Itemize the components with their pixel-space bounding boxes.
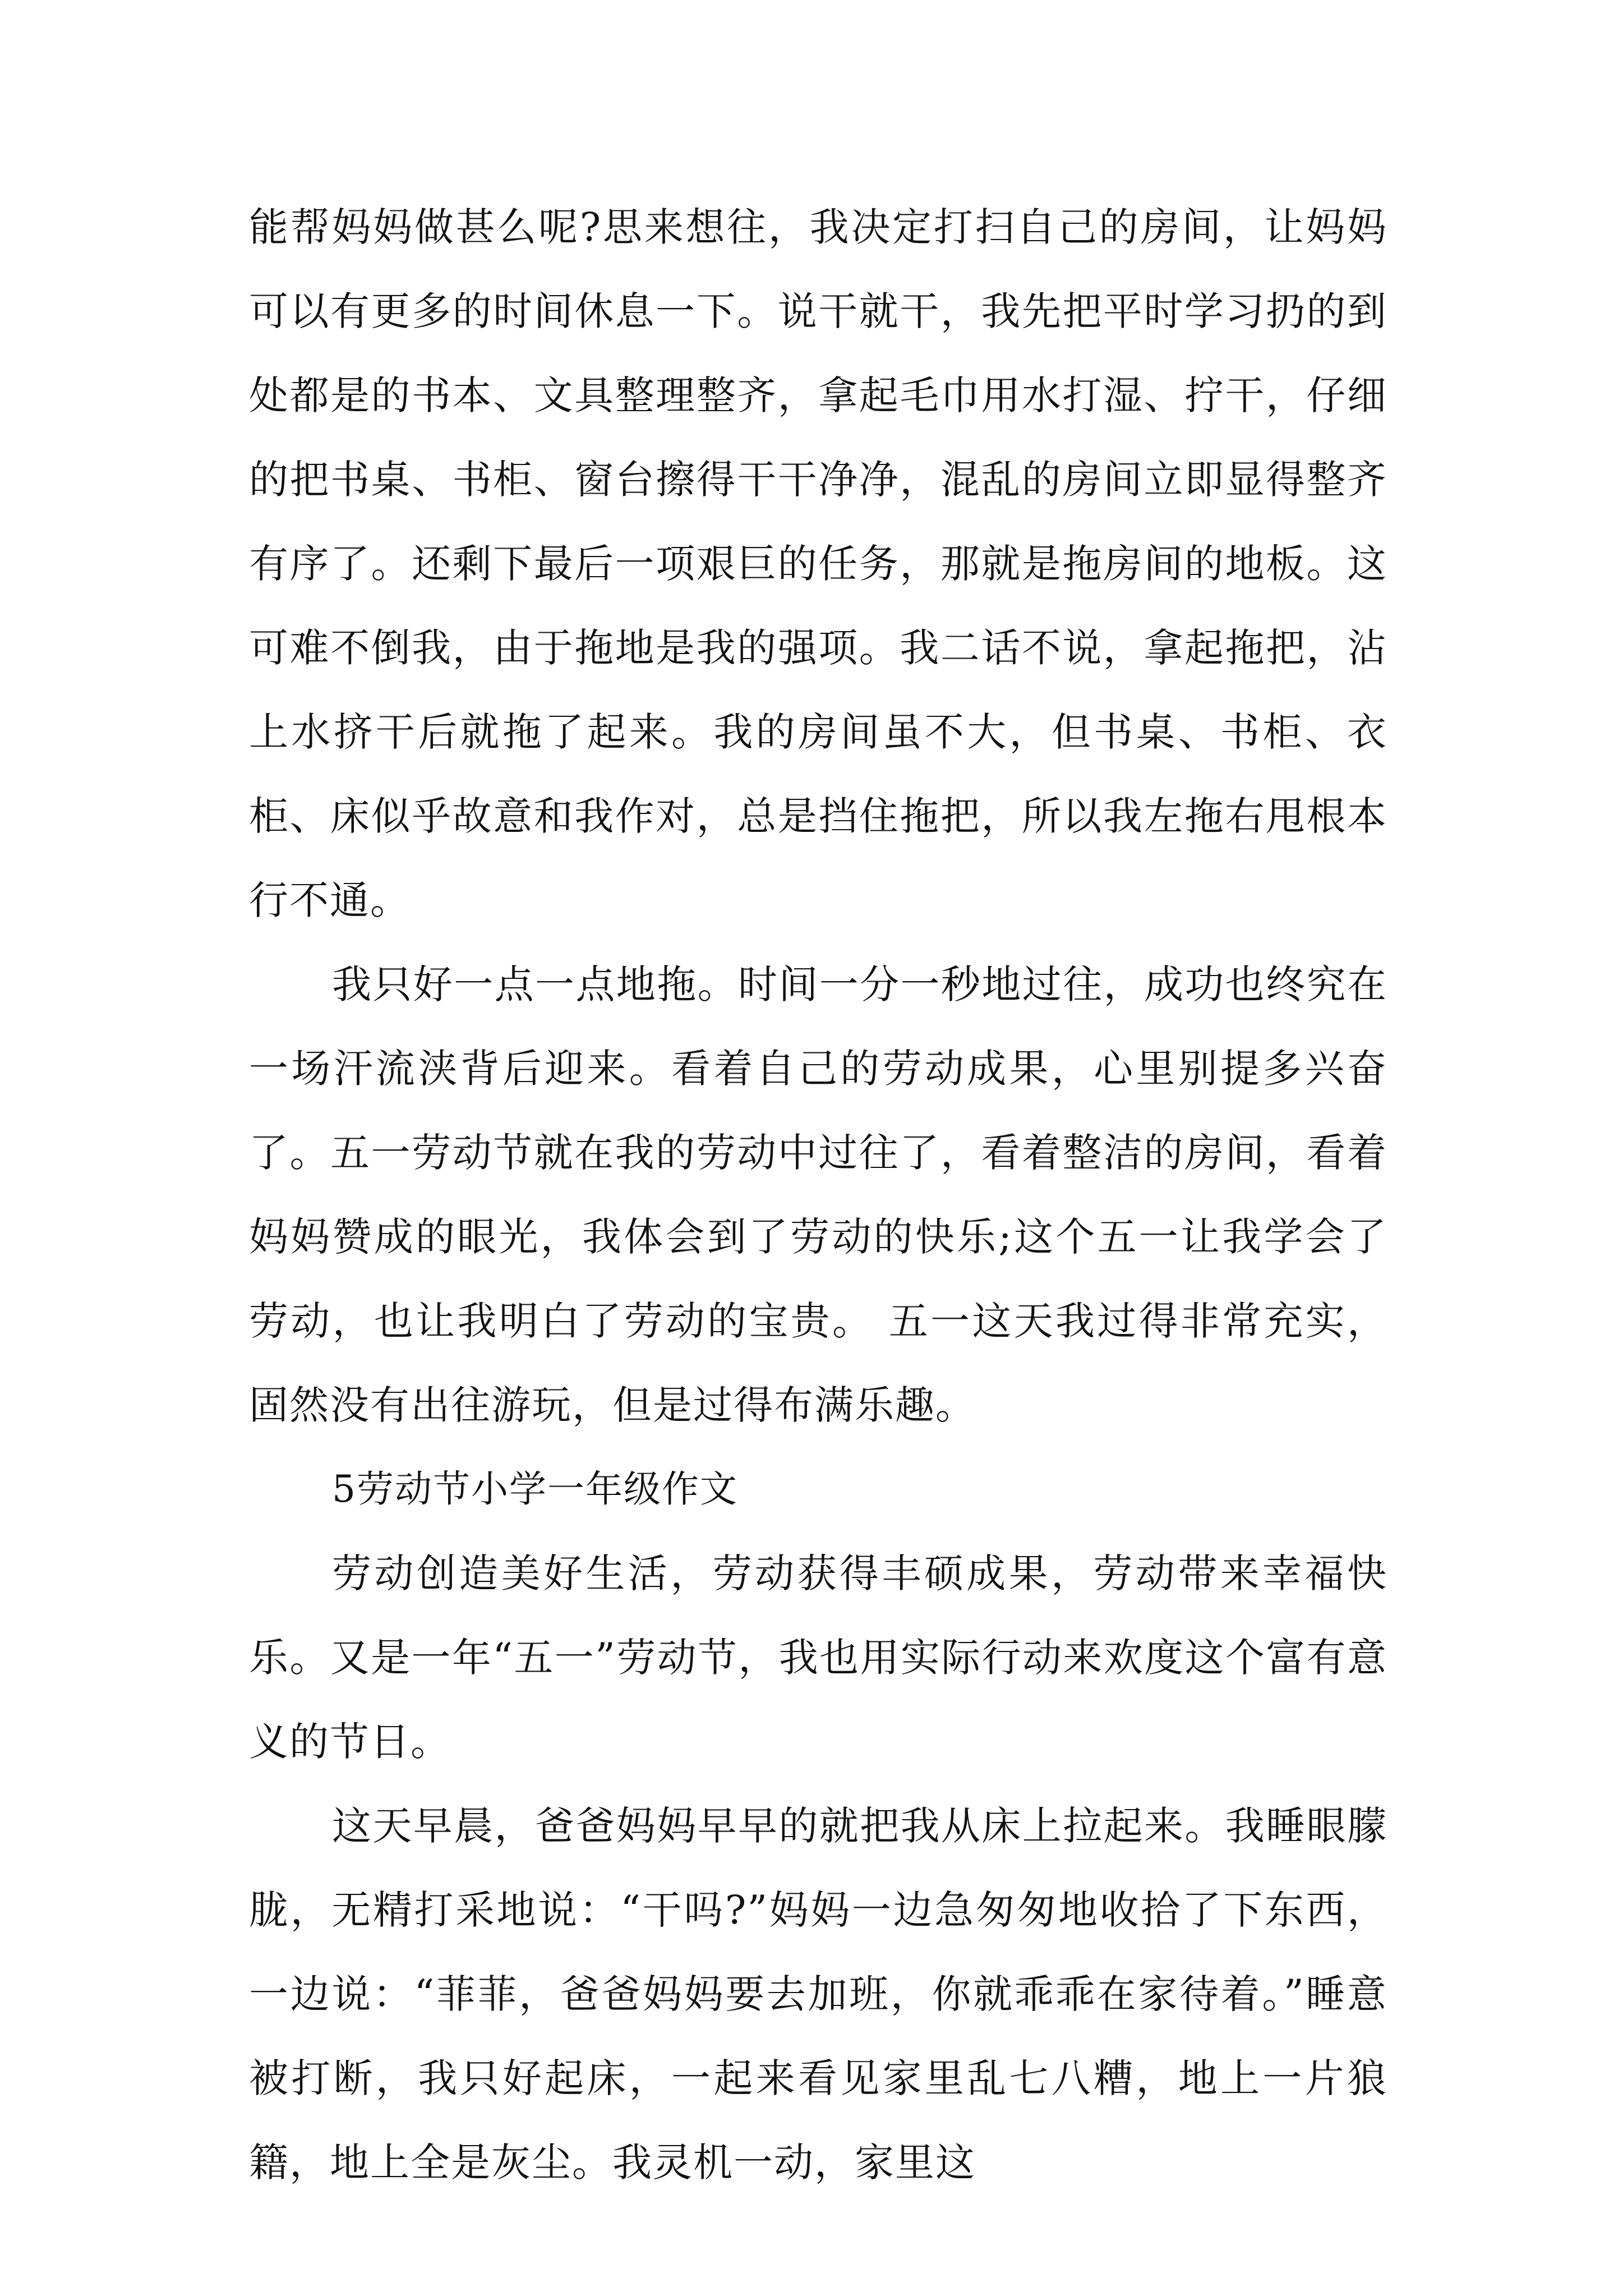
paragraph: 这天早晨，爸爸妈妈早早的就把我从床上拉起来。我睡眼朦胧，无精打采地说：“干吗?”妈妈一边急匆匆地收拾了下东西，一边说：“菲菲，爸爸妈妈要去加班，你就乖乖在家待着。”睡意被打断，我只好起床，一起来看见家里乱七八糟，地上一片狼籍，地上全是灰尘。我灵机一动，家里这 bbox=[249, 1803, 1387, 2185]
paragraph: 我只好一点一点地拖。时间一分一秒地过往，成功也终究在一场汗流浃背后迎来。看着自己的劳动成果，心里别提多兴奋了。五一劳动节就在我的劳动中过往了，看着整洁的房间，看着妈妈赞成的眼光，我体会到了劳动的快乐;这个五一让我学会了劳动，也让我明白了劳动的宝贵。 五一这天我过得非常充实，固然没有出往游玩，但是过得布满乐趣。 bbox=[249, 961, 1387, 1428]
document-body bbox=[249, 185, 1387, 2205]
paragraph-continued: 能帮妈妈做甚么呢?思来想往，我决定打扫自己的房间，让妈妈可以有更多的时间休息一下。说干就干，我先把平时学习扔的到处都是的书本、文具整理整齐，拿起毛巾用水打湿、拧干，仔细的把书桌、书柜、窗台擦得干干净净，混乱的房间立即显得整齐有序了。还剩下最后一项艰巨的任务，那就是拖房间的地板。这可难不倒我，由于拖地是我的强项。我二话不说，拿起拖把，沾上水挤干后就拖了起来。我的房间虽不大，但书桌、书柜、衣柜、床似乎故意和我作对，总是挡住拖把，所以我左拖右甩根本行不通。 bbox=[249, 204, 1387, 923]
paragraph: 劳动创造美好生活，劳动获得丰硕成果，劳动带来幸福快乐。又是一年“五一”劳动节，我也用实际行动来欢度这个富有意义的节日。 bbox=[249, 1550, 1387, 1765]
section-heading: 5劳动节小学一年级作文 bbox=[332, 1467, 738, 1511]
